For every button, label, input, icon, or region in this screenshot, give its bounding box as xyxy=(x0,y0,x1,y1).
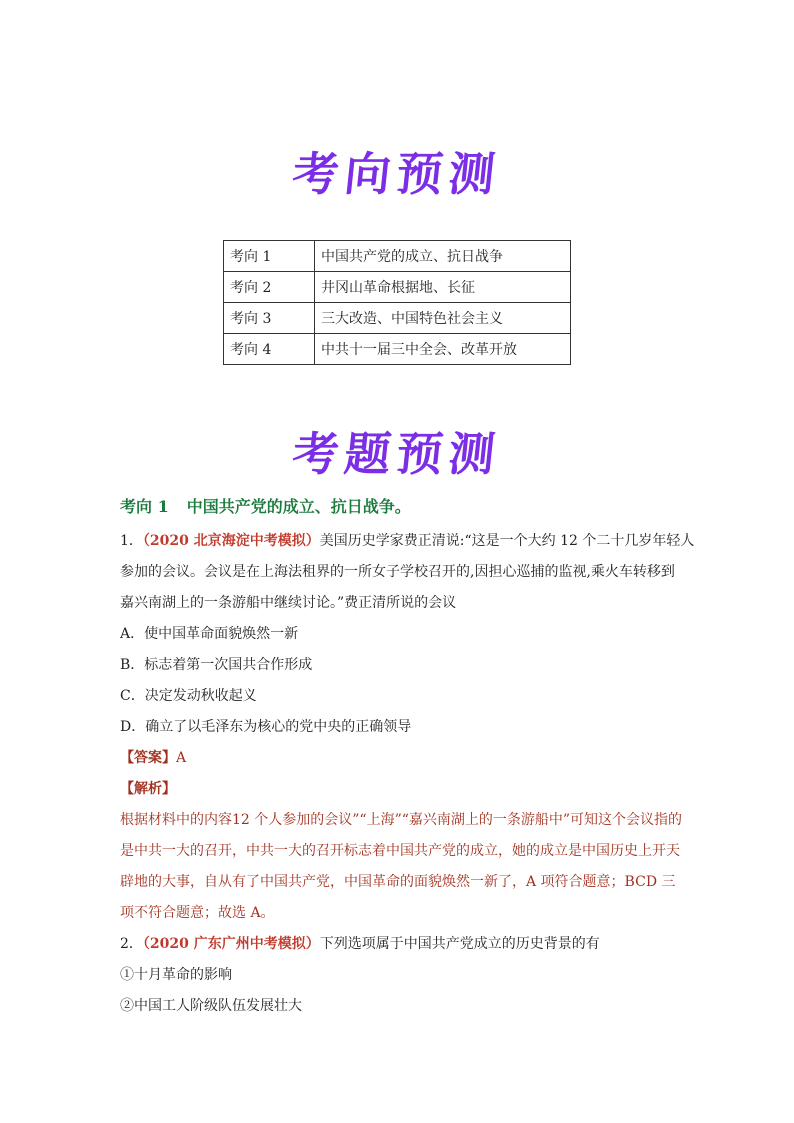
table-row xyxy=(224,334,571,365)
question-number: 2． xyxy=(120,936,143,952)
section-heading xyxy=(120,494,411,517)
question-stem: 美国历史学家费正清说:“这是一个大约 12 个二十几岁年轻人 xyxy=(319,533,695,549)
question-2-line-1 xyxy=(120,929,680,960)
topic-label: 考向 4 xyxy=(224,334,315,365)
analysis-text-line: 根据材料中的内容12 个人参加的会议”“上海”“嘉兴南湖上的一条游船中”可知这个会议指的 xyxy=(120,812,683,828)
analysis-text-line: 辟地的大事，自从有了中国共产党，中国革命的面貌焕然一新了，A 项符合题意；BCD 三 xyxy=(120,874,676,890)
topic-label: 考向 3 xyxy=(224,303,315,334)
answer-label: 【答案】 xyxy=(120,750,176,766)
option-b: B．标志着第一次国共合作形成 xyxy=(120,657,313,673)
topic-label: 考向 1 xyxy=(224,241,315,272)
question-2-item: ②中国工人阶级队伍发展壮大 xyxy=(120,998,302,1014)
question-2-item: ①十月革命的影响 xyxy=(120,967,232,983)
analysis-line xyxy=(120,774,680,805)
question-1 xyxy=(120,526,695,1022)
topic-content: 中共十一届三中全会、改革开放 xyxy=(315,334,571,365)
topic-label: 考向 2 xyxy=(224,272,315,303)
table-row xyxy=(224,241,571,272)
analysis-text-line: 项不符合题意；故选 A。 xyxy=(120,905,275,921)
question-stem: 下列选项属于中国共产党成立的历史背景的有 xyxy=(319,936,600,952)
answer-line xyxy=(120,743,680,774)
topic-content: 井冈山革命根据地、长征 xyxy=(315,272,571,303)
forecast-directions-banner: 考向预测 xyxy=(289,147,504,201)
topics-table xyxy=(223,240,571,365)
topic-content: 三大改造、中国特色社会主义 xyxy=(315,303,571,334)
analysis-label: 【解析】 xyxy=(120,781,176,797)
question-1-line-1 xyxy=(120,526,695,557)
topic-content: 中国共产党的成立、抗日战争 xyxy=(315,241,571,272)
answer-value: A xyxy=(176,750,187,766)
table-row xyxy=(224,303,571,334)
option-a: A．使中国革命面貌焕然一新 xyxy=(120,626,299,642)
question-stem-line: 嘉兴南湖上的一条游船中继续讨论。”费正清所说的会议 xyxy=(120,595,457,611)
section-title: 中国共产党的成立、抗日战争。 xyxy=(186,497,411,516)
section-number: 考向 1 xyxy=(120,497,169,516)
question-source: （2020 北京海淀中考模拟） xyxy=(142,533,320,549)
forecast-questions-banner: 考题预测 xyxy=(289,427,504,481)
option-d: D．确立了以毛泽东为核心的党中央的正确领导 xyxy=(120,719,412,735)
option-c: C．决定发动秋收起义 xyxy=(120,688,257,704)
analysis-text-line: 是中共一大的召开，中共一大的召开标志着中国共产党的成立，她的成立是中国历史上开天 xyxy=(120,843,680,859)
question-source: （2020 广东广州中考模拟） xyxy=(142,936,320,952)
question-number: 1． xyxy=(120,533,143,549)
table-row xyxy=(224,272,571,303)
question-stem-line: 参加的会议。会议是在上海法租界的一所女子学校召开的,因担心巡捕的监视,乘火车转移到 xyxy=(120,564,675,580)
